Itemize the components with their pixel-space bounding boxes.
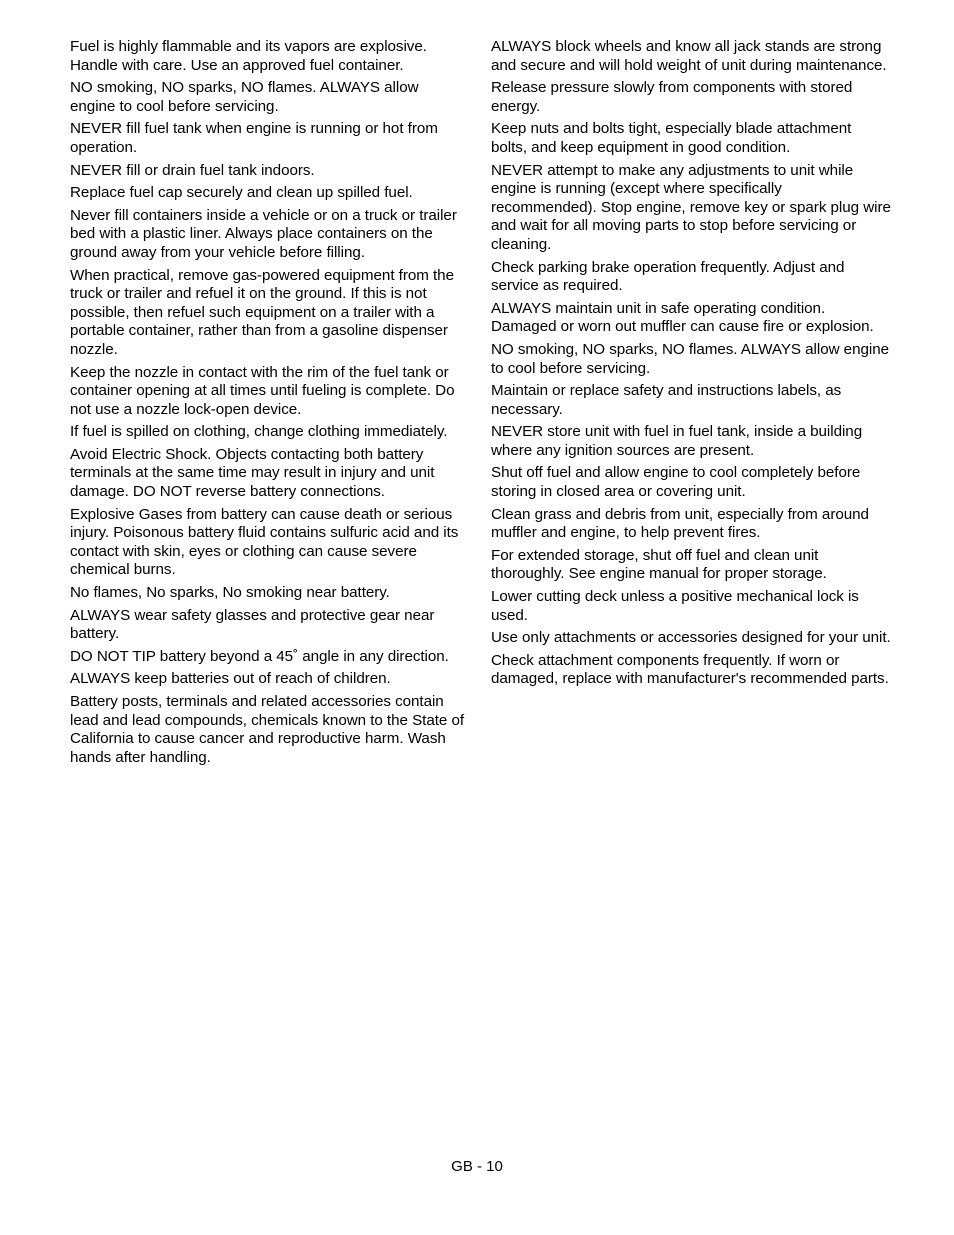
paragraph: NO smoking, NO sparks, NO flames. ALWAYS allow engine to cool before servicing. bbox=[70, 79, 419, 115]
paragraph: Never fill containers inside a vehicle or on a truck or trailer bed with a plastic liner. Always place containers on the ground away from your vehicle before filling. bbox=[70, 206, 457, 261]
paragraph: No flames, No sparks, No smoking near battery. bbox=[70, 584, 390, 602]
paragraph: ALWAYS block wheels and know all jack stands are strong and secure and will hold weight of unit during maintenance. bbox=[491, 38, 887, 74]
paragraph: DO NOT TIP battery beyond a 45˚ angle in any direction. bbox=[70, 647, 449, 665]
paragraph: Shut off fuel and allow engine to cool completely before storing in closed area or covering unit. bbox=[491, 464, 861, 501]
paragraph: Check attachment components frequently. If worn or damaged, replace with manufacturer's recommended parts. bbox=[491, 651, 889, 688]
paragraph: NEVER fill or drain fuel tank indoors. bbox=[70, 161, 315, 179]
paragraph: If fuel is spilled on clothing, change clothing immediately. bbox=[70, 423, 448, 441]
page-number: GB - 10 bbox=[451, 1158, 503, 1175]
right-column bbox=[491, 38, 891, 693]
paragraph: Use only attachments or accessories designed for your unit. bbox=[491, 629, 891, 647]
paragraph: Clean grass and debris from unit, especially from around muffler and engine, to help prevent fires. bbox=[491, 505, 869, 542]
paragraph: Lower cutting deck unless a positive mechanical lock is used. bbox=[491, 588, 859, 624]
paragraph: NO smoking, NO sparks, NO flames. ALWAYS allow engine to cool before servicing. bbox=[491, 340, 889, 377]
paragraph: Keep the nozzle in contact with the rim of the fuel tank or container opening at all times until fueling is complete. Do not use a nozzle lock-open device. bbox=[70, 363, 455, 418]
paragraph: ALWAYS wear safety glasses and protective gear near battery. bbox=[70, 606, 435, 643]
paragraph: Keep nuts and bolts tight, especially blade attachment bolts, and keep equipment in good condition. bbox=[491, 120, 852, 156]
left-column bbox=[70, 38, 466, 771]
paragraph: For extended storage, shut off fuel and clean unit thoroughly. See engine manual for proper storage. bbox=[491, 546, 827, 583]
paragraph: ALWAYS keep batteries out of reach of children. bbox=[70, 670, 391, 688]
paragraph: NEVER fill fuel tank when engine is running or hot from operation. bbox=[70, 120, 438, 156]
paragraph: Maintain or replace safety and instructions labels, as necessary. bbox=[491, 382, 842, 418]
paragraph: Battery posts, terminals and related accessories contain lead and lead compounds, chemicals known to the State of California to cause cancer and reproductive harm. Wash hands after handling. bbox=[70, 693, 465, 766]
paragraph: NEVER store unit with fuel in fuel tank, inside a building where any ignition sources are present. bbox=[491, 423, 863, 459]
paragraph: Release pressure slowly from components with stored energy. bbox=[491, 79, 853, 115]
paragraph: When practical, remove gas-powered equipment from the truck or trailer and refuel it on the ground. If this is not possible, then refuel such equipment on a trailer with a portable container, rather than from a gasoline dispenser nozzle. bbox=[70, 266, 454, 358]
paragraph: Replace fuel cap securely and clean up spilled fuel. bbox=[70, 184, 413, 202]
paragraph: ALWAYS maintain unit in safe operating condition. Damaged or worn out muffler can cause fire or explosion. bbox=[491, 299, 874, 336]
paragraph: Avoid Electric Shock. Objects contacting both battery terminals at the same time may result in injury and unit damage. DO NOT reverse battery connections. bbox=[70, 445, 435, 501]
paragraph: Explosive Gases from battery can cause death or serious injury. Poisonous battery fluid contains sulfuric acid and its contact with skin, eyes or clothing can cause severe chemical burns. bbox=[70, 505, 459, 579]
paragraph: Check parking brake operation frequently. Adjust and service as required. bbox=[491, 258, 845, 295]
paragraph: NEVER attempt to make any adjustments to unit while engine is running (except where specifically recommended). Stop engine, remove key or spark plug wire and wait for all moving parts to stop before servicing or cleaning. bbox=[491, 161, 891, 253]
paragraph: Fuel is highly flammable and its vapors are explosive. Handle with care. Use an approved fuel container. bbox=[70, 38, 427, 74]
